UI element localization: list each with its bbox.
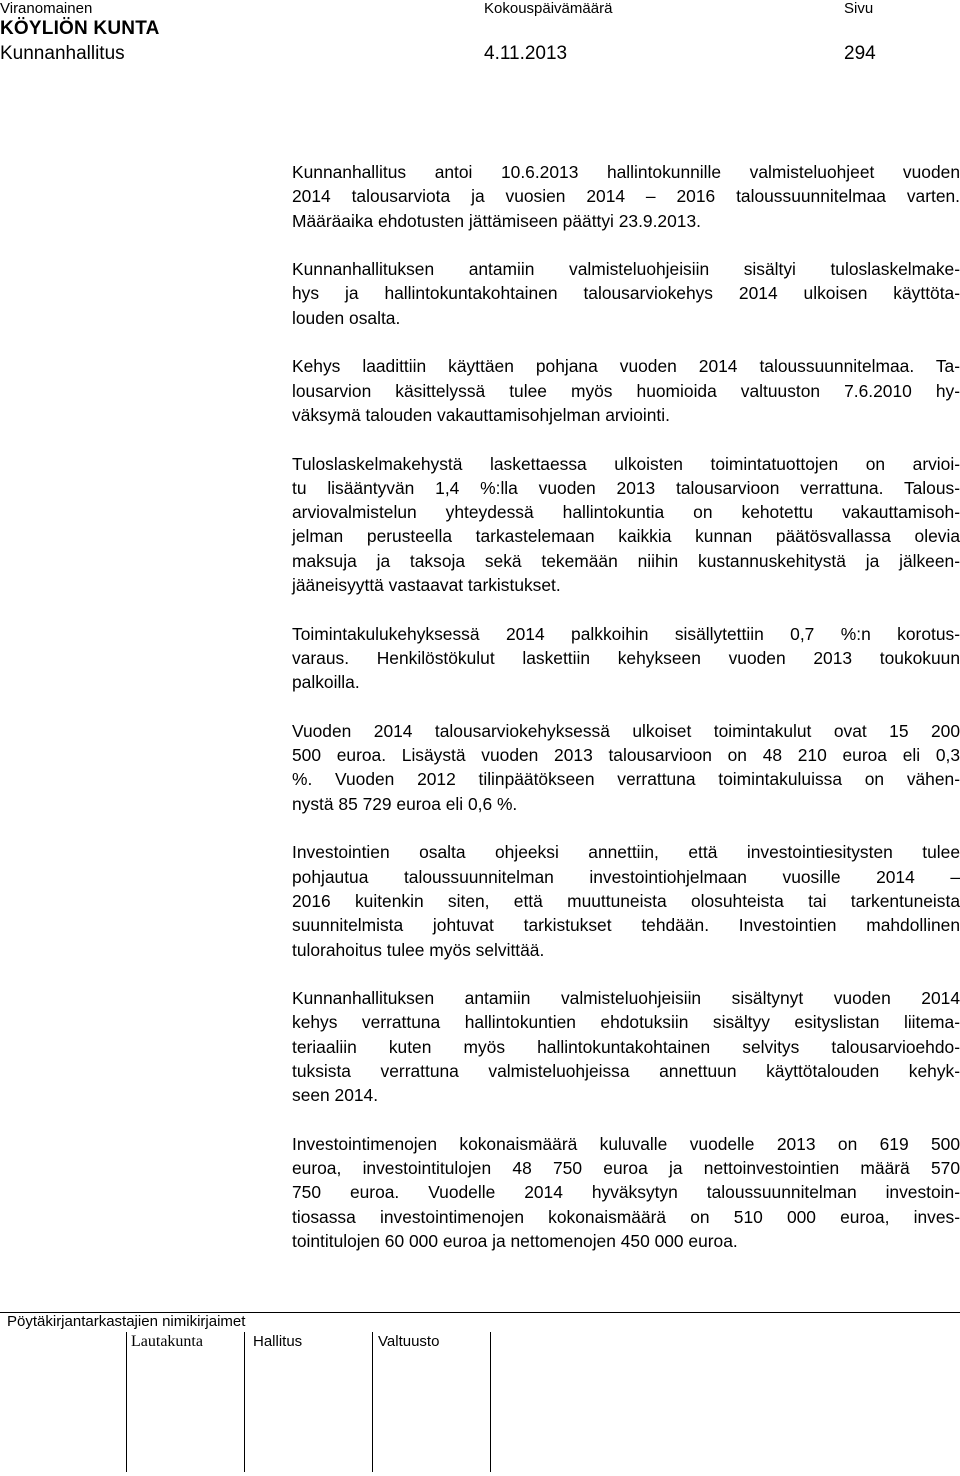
paragraph bbox=[292, 840, 960, 961]
paragraph-line: jääneisyyttä vastaavat tarkistukset. bbox=[292, 575, 561, 596]
paragraph-line: 750 euroa. Vuodelle 2014 hyväksytyn taloussuunnitelman investoin- bbox=[292, 1182, 960, 1203]
organization-name: KÖYLIÖN KUNTA bbox=[0, 18, 160, 39]
paragraph-line: Tuloslaskelmakehystä laskettaessa ulkoisten toimintatuottojen on arvioi- bbox=[292, 453, 960, 474]
paragraph-line: suunnitelmista johtuvat tarkistukset tehdään. Investointien mahdollinen bbox=[292, 915, 960, 936]
paragraph-line: varaus. Henkilöstökulut laskettiin kehykseen vuoden 2013 toukokuun bbox=[292, 647, 960, 668]
paragraph bbox=[292, 719, 960, 816]
footer-box-valtuusto bbox=[372, 1332, 491, 1472]
paragraph-line: tiosassa investointimenojen kokonaismäärä on 510 000 euroa, inves- bbox=[292, 1206, 960, 1227]
paragraph-line: Investointien osalta ohjeeksi annettiin, että investointiesitysten tulee bbox=[292, 842, 960, 863]
paragraph-line: 500 euroa. Lisäystä vuoden 2013 talousarvioon on 48 210 euroa eli 0,3 bbox=[292, 745, 960, 766]
paragraph-line: 2014 talousarviota ja vuosien 2014 – 2016 taloussuunnitelmaa varten. bbox=[292, 186, 960, 207]
paragraph-line: väksymä talouden vakauttamisohjelman arviointi. bbox=[292, 404, 670, 425]
paragraph-line: 2016 kuitenkin siten, että muuttuneista olosuhteista tai tarkentuneista bbox=[292, 890, 960, 911]
footer-title: Pöytäkirjantarkastajien nimikirjaimet bbox=[7, 1313, 246, 1330]
paragraph bbox=[292, 986, 960, 1107]
footer-col-hallitus: Hallitus bbox=[253, 1333, 303, 1350]
date-label: Kokouspäivämäärä bbox=[484, 0, 613, 17]
paragraph-line: Kunnanhallitus antoi 10.6.2013 hallintokunnille valmisteluohjeet vuoden bbox=[292, 162, 960, 182]
paragraph-line: tu lisääntyvän 1,4 %:lla vuoden 2013 talousarvioon verrattuna. Talous- bbox=[292, 477, 960, 498]
document-body bbox=[292, 160, 960, 1278]
paragraph bbox=[292, 354, 960, 427]
paragraph-line: Toimintakulukehyksessä 2014 palkkoihin sisällytettiin 0,7 %:n korotus- bbox=[292, 623, 960, 644]
paragraph bbox=[292, 452, 960, 598]
authority-label: Viranomainen bbox=[0, 0, 93, 17]
authority-name: Kunnanhallitus bbox=[0, 43, 125, 64]
paragraph-line: louden osalta. bbox=[292, 307, 401, 328]
paragraph-line: arviovalmistelun yhteydessä hallintokuntia on kehotettu vakauttamisoh- bbox=[292, 502, 960, 523]
meeting-date: 4.11.2013 bbox=[484, 43, 568, 64]
paragraph-line: Vuoden 2014 talousarviokehyksessä ulkoiset toimintakulut ovat 15 200 bbox=[292, 720, 960, 741]
paragraph-line: lousarvion käsittelyssä tulee myös huomioida valtuuston 7.6.2010 hy- bbox=[292, 380, 960, 401]
footer-box-hallitus bbox=[244, 1332, 363, 1472]
paragraph-line: Kehys laadittiin käyttäen pohjana vuoden 2014 taloussuunnitelmaa. Ta- bbox=[292, 356, 960, 377]
paragraph-line: tuksista verrattuna valmisteluohjeissa annettuun käyttötalouden kehyk- bbox=[292, 1060, 960, 1081]
paragraph-line: Kunnanhallituksen antamiin valmisteluohjeisiin sisältyi tuloslaskelmake- bbox=[292, 259, 960, 280]
paragraph-line: Investointimenojen kokonaismäärä kuluvalle vuodelle 2013 on 619 500 bbox=[292, 1133, 960, 1154]
page-number: 294 bbox=[844, 43, 876, 64]
footer-box-lautakunta bbox=[126, 1332, 245, 1472]
footer-col-lautakunta: Lautakunta bbox=[131, 1333, 203, 1350]
paragraph-line: jelman perusteella tarkastelemaan kaikkia kunnan päätösvallassa olevia bbox=[292, 526, 960, 547]
paragraph-line: tointitulojen 60 000 euroa ja nettomenojen 450 000 euroa. bbox=[292, 1231, 738, 1252]
paragraph-line: Määräaika ehdotusten jättämiseen päättyi 23.9.2013. bbox=[292, 210, 701, 231]
paragraph bbox=[292, 257, 960, 330]
page-label: Sivu bbox=[844, 0, 874, 17]
paragraph-line: tulorahoitus tulee myös selvittää. bbox=[292, 939, 545, 960]
paragraph-line: pohjautua taloussuunnitelman investointiohjelmaan vuosille 2014 – bbox=[292, 866, 960, 887]
paragraph-line: hys ja hallintokuntakohtainen talousarviokehys 2014 ulkoisen käyttöta- bbox=[292, 283, 960, 304]
paragraph-line: %. Vuoden 2012 tilinpäätökseen verrattuna toimintakuluissa on vähen- bbox=[292, 769, 960, 790]
paragraph bbox=[292, 160, 960, 233]
paragraph bbox=[292, 622, 960, 695]
paragraph bbox=[292, 1132, 960, 1253]
footer-box-end bbox=[490, 1332, 491, 1472]
paragraph-line: maksuja ja taksoja sekä tekemään niihin kustannuskehitystä ja jälkeen- bbox=[292, 550, 960, 571]
paragraph-line: Kunnanhallituksen antamiin valmisteluohjeisiin sisältynyt vuoden 2014 bbox=[292, 988, 960, 1009]
paragraph-line: nystä 85 729 euroa eli 0,6 %. bbox=[292, 793, 518, 814]
paragraph-line: kehys verrattuna hallintokuntien ehdotuksiin sisältyy esityslistan liitema- bbox=[292, 1012, 960, 1033]
paragraph-line: teriaaliin kuten myös hallintokuntakohtainen selvitys talousarvioehdo- bbox=[292, 1036, 960, 1057]
paragraph-line: euroa, investointitulojen 48 750 euroa ja nettoinvestointien määrä 570 bbox=[292, 1158, 960, 1179]
paragraph-line: palkoilla. bbox=[292, 672, 360, 693]
paragraph-line: seen 2014. bbox=[292, 1085, 379, 1106]
footer-col-valtuusto: Valtuusto bbox=[378, 1333, 440, 1350]
